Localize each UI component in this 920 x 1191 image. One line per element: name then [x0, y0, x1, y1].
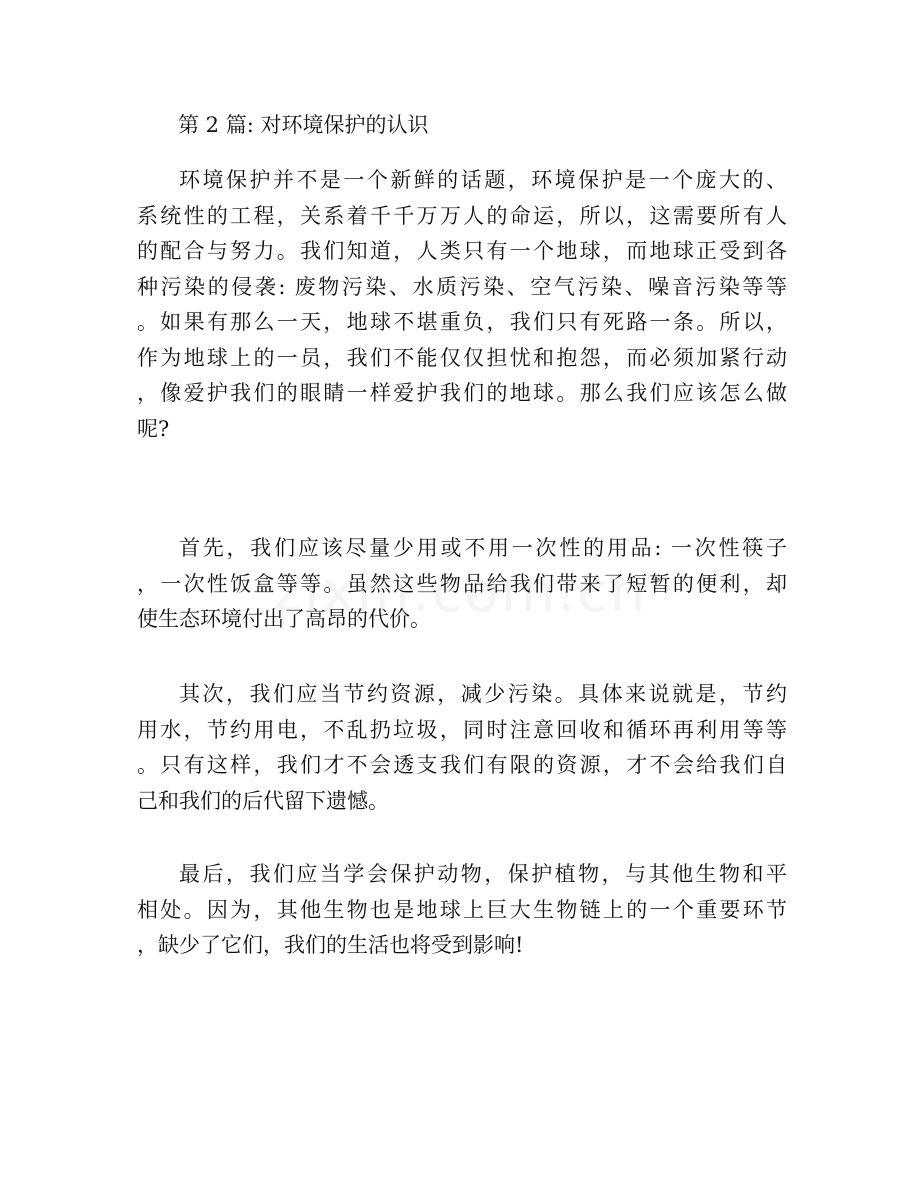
paragraph-line: 相处。因为，其他生物也是地球上巨大生物链上的一个重要环节	[137, 897, 787, 922]
paragraph-3	[137, 677, 787, 819]
paragraph-line: ，缺少了它们，我们的生活也将受到影响!	[137, 933, 524, 957]
paragraph-line: 种污染的侵袭: 废物污染、水质污染、空气污染、噪音污染等等	[137, 274, 787, 299]
paragraph-1	[137, 163, 787, 447]
paragraph-line: 的配合与努力。我们知道，人类只有一个地球，而地球正受到各	[137, 239, 787, 263]
paragraph-line: ，像爱护我们的眼睛一样爱护我们的地球。那么我们应该怎么做	[137, 381, 787, 405]
paragraph-line: 。只有这样，我们才不会透支我们有限的资源，才不会给我们自	[137, 753, 787, 777]
paragraph-2	[137, 531, 787, 638]
paragraph-line: 用水，节约用电，不乱扔垃圾，同时注意回收和循环再利用等等	[137, 717, 787, 742]
paragraph-line: 呢?	[137, 416, 170, 441]
paragraph-line: 己和我们的后代留下遗憾。	[137, 788, 389, 813]
paragraph-line: 系统性的工程，关系着千千万万人的命运，所以，这需要所有人	[137, 203, 787, 228]
paragraph-line: 使生态环境付出了高昂的代价。	[137, 607, 431, 631]
document-title: 第 2 篇: 对环境保护的认识	[178, 113, 429, 137]
paragraph-line: 首先，我们应该尽量少用或不用一次性的用品: 一次性筷子	[179, 536, 787, 560]
paragraph-4	[137, 857, 787, 964]
paragraph-line: 其次，我们应当节约资源，减少污染。具体来说就是，节约	[179, 682, 787, 706]
paragraph-line: 环境保护并不是一个新鲜的话题，环境保护是一个庞大的、	[179, 168, 787, 192]
paragraph-line: 最后，我们应当学会保护动物，保护植物，与其他生物和平	[179, 862, 787, 886]
paragraph-line: 。如果有那么一天，地球不堪重负，我们只有死路一条。所以，	[137, 310, 787, 334]
paragraph-line: 作为地球上的一员，我们不能仅仅担忧和抱怨，而必须加紧行动	[137, 345, 787, 370]
paragraph-line: ，一次性饭盒等等。虽然这些物品给我们带来了短暂的便利，却	[137, 571, 787, 596]
